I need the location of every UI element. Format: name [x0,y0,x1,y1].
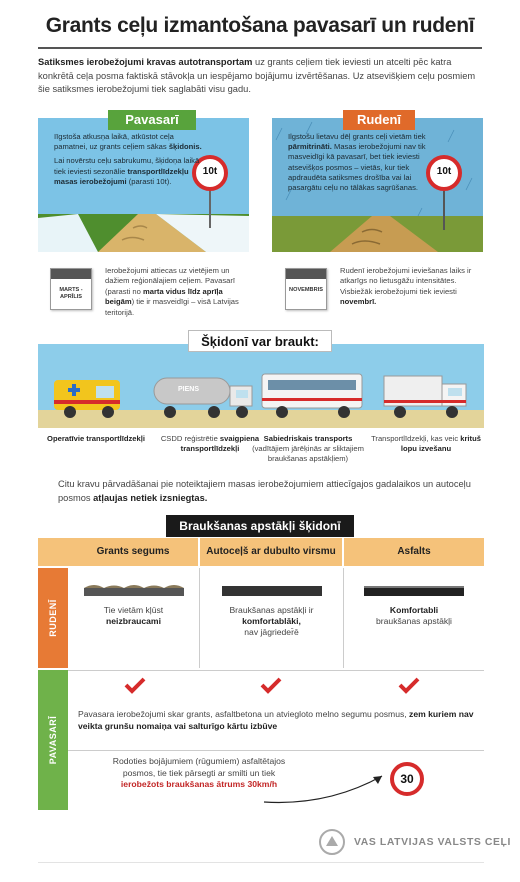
check-icon-double-surface [260,676,282,694]
check-icon-asphalt [398,676,420,694]
header-double-surface: Autoceļš ar dubulto virsmu [200,538,342,566]
conditions-title: Braukšanas apstākļi šķidonī [166,515,354,537]
table-corner [38,538,68,566]
caption-carcass-transport: Transportlīdzekļi, kas veic krituš lopu izvešanu [371,434,481,454]
row-label-autumn: RUDENĪ [38,568,68,668]
organization-name: VAS LATVIJAS VALSTS CEĻI [354,836,511,848]
weight-limit-sign-spring: 10t [202,166,218,177]
vehicles-title: Šķidonī var braukt: [188,330,332,352]
arrow-icon [258,766,398,806]
footer-divider [38,862,484,863]
caption-public-transport: Sabiedriskais transports (vadītājiem jārēķinās ar sliktajiem braukšanas apstākļiem) [252,434,364,464]
intro-text: Satiksmes ierobežojumi kravas autotransportam uz grants ceļiem tiek ieviesti un atcelti pēc katra konkrētā ceļa posma faktiskā stāvokļa un iespējamo bojājumu izvērtēšanas. Uz atsevišķiem ceļu posmiem šie satiksmes ierobežojumi tiek saglabāti visu gadu. [38,57,476,94]
spring-calendar-note: Ierobežojumi attiecas uz vietējiem un dažiem reģionālajiem ceļiem. Pavasarī (parasti no marta vidus līdz aprīļa beigām) tie ir masveidīgi – visā Latvijas teritorijā. [105,266,239,317]
organization-logo-icon [318,828,346,856]
spring-row-divider [68,750,484,751]
conditions-table [38,538,484,810]
row-label-spring: PAVASARĪ [38,670,68,810]
tanker-label: PIENS [178,386,200,393]
calendar-icon-autumn: NOVEMBRIS [285,268,327,310]
title-divider [38,47,482,49]
spring-scene [38,118,249,252]
header-asphalt: Asfalts [344,538,484,566]
permits-text: Citu kravu pārvadāšanai pie noteiktajiem masas ierobežojumiem attiecīgajos gadalaikos un autoceļu posmos atļaujas netiek izsniegtas. [58,479,471,503]
autumn-scene [272,118,483,252]
footer [318,828,511,856]
vehicles-band [38,344,484,428]
autumn-label: Rudenī [343,110,415,130]
spring-description: Iīgstoša atkusņa laikā, atkūstot ceļa pamatnei, uz grants ceļiem sākas šķidonis. Lai novērstu ceļu sabrukumu, šķidoņa laikā tiek ieviesti sezonālie transportlīdzekļu masas ierobežojumi (parasti 10t). [54,132,202,186]
spring-label: Pavasarī [108,110,196,130]
cell-double-surface-autumn: Braukšanas apstākļi ir komfortablāki, nav jāgrieder̄ē [200,568,344,668]
weight-limit-sign-autumn: 10t [436,166,452,177]
check-icon-gravel [124,676,146,694]
asphalt-surface-icon [364,584,464,596]
header-gravel: Grants segums [68,538,198,566]
gravel-surface-icon [84,584,184,596]
cell-asphalt-autumn: Komfortabli braukšanas apstākļi [344,568,484,668]
autumn-description: Ilgstošu lietavu dēļ grants ceļi vietām tiek pārmitrināti. Masas ierobežojumi nav tik masveidīgi kā pavasarī, bet tiek ieviesti atsevišķos posmos – vietās, kur tiek apdraudēta satiksmes drošība vai lai pasargātu ceļu no tālākas sagrūšanas. [288,132,426,193]
page-title: Grants ceļu izmantošana pavasarī un rudenī [45,14,475,37]
speed-limit-text: Rodoties bojājumiem (rūgumiem) asfaltētajos posmos, tie tiek pārsegti ar smilti un tiek ierobežots braukšanas ātrums 30km/h [112,756,286,790]
caption-milk: CSDD reģistrētie svaigpiena transportlīdzekļi [160,434,260,454]
double-surface-icon [222,584,322,596]
spring-restriction-text: Pavasara ierobežojumi skar grants, asfaltbetona un atvieglotо melno segumu posmus, zem kuriem nav veikta grunšu nomaiņa vai salturīgo kārtu izbūve [78,709,474,732]
calendar-icon-spring: MARTS - APRĪLIS [50,268,92,310]
vehicles-illustration [38,344,484,428]
speed-limit-sign: 30 [390,762,424,796]
autumn-calendar-note: Rudenī ierobežojumi ieviešanas laiks ir atkarīgs no lietusgāžu intensitātes. Visbiežāk ierobežojumi tiek ieviesti novembrī. [340,266,472,307]
caption-emergency: Operatīvie transportlīdzekļi [47,434,145,443]
cell-gravel-autumn: Tie vietām kļūst neizbraucami [68,568,200,668]
